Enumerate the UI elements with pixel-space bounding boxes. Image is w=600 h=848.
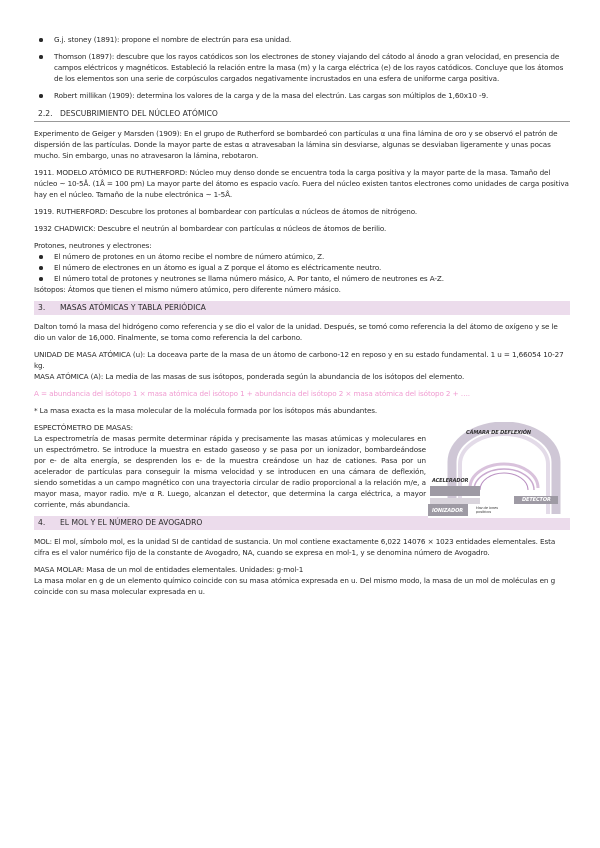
label-ion-beam: Haz de iones positivos bbox=[476, 506, 498, 514]
neutron-discovery-paragraph: 1932 CHADWICK: Descubre el neutrún al bombardear con partículas α núcleos de átomos de berilio. bbox=[34, 224, 387, 233]
spectrometer-text: La espectrometría de masas permite determinar rápida y precisamente las masas atúmicas y moleculares en un espectrómetro. Se introduce la muestra en estado gaseoso y se pasa por un ionizador, bombardeándose por e- de alta energía, se desprenden los e- de la muestra creándose un haz de cationes. Pasa por un acelerador de partículas para conseguir la misma velocidad y se introducen en una cámara de deflexión, siendo sometidas a un campo magnético con una trayectoria circular de radio proporcional a la relación m/e, a mayor masa, mayor radio. m/e α R. Luego, alcanzan el detector, que determina la carga eléctrica, a mayor corriente, más abundancia. bbox=[34, 434, 426, 509]
spectrometer-title: ESPECTÓMETRO DE MASAS: bbox=[34, 423, 133, 432]
mol-definition: MOL: El mol, símbolo mol, es la unidad SI de cantidad de sustancia. Un mol contiene exactamente 6,022 14076 × 1023 entidades elementales. Esta cifra es el valor numérico fijo de la constante de Avogadro, NA, cuando se expresa en mol-1, y se denomina número de Avogadro. bbox=[34, 537, 556, 557]
dalton-paragraph: Dalton tomó la masa del hidrógeno como referencia y se dio el valor de la unidad. Después, se tomó como referencia la del átomo de oxígeno y se le dio un valor de 16,000. Finalmente, se toma como referencia la del carbono. bbox=[34, 322, 558, 342]
protons-discovery-paragraph: 1919. RUTHERFORD: Descubre los protones al bombardear con partículas α núcleos de átomos de nitrógeno. bbox=[34, 207, 418, 216]
list-item: Robert millikan (1909): determina los valores de la carga y de la masa del electrún. Las cargas son múltiplos de 1,60x10 -9. bbox=[34, 90, 570, 101]
list-item: El número de protones en un átomo recibe el nombre de número atúmico, Z. bbox=[34, 251, 570, 262]
isotopes-definition: Isótopos: Átomos que tienen el mismo número atúmico, pero diferente número másico. bbox=[34, 285, 341, 294]
atomic-mass-definition: MASA ATÓMICA (A): La media de las masas de sus isótopos, ponderada según la abundancia de los isótopos del elemento. bbox=[34, 372, 465, 381]
intro-bullets bbox=[34, 34, 570, 101]
particles-intro: Protones, neutrones y electrones: bbox=[34, 241, 152, 250]
section-heading-2-2 bbox=[34, 107, 570, 122]
atomic-mass-formula: A = abundancia del isótopo 1 × masa atómica del isótopo 1 + abundancia del isótopo 2 × masa atómica del isótopo 2 + …. bbox=[34, 389, 470, 398]
molar-mass-title: MASA MOLAR: Masa de un mol de entidades elementales. Unidades: g·mol-1 bbox=[34, 565, 304, 574]
section-number: 3. bbox=[38, 303, 46, 312]
particles-list bbox=[34, 251, 570, 284]
section-title: MASAS ATÓMICAS Y TABLA PERIÓDICA bbox=[60, 303, 206, 312]
list-item: Thomson (1897): descubre que los rayos catódicos son los electrones de stoney viajando del cátodo al ánodo a gran velocidad, en presencia de campos eléctricos y magnéticos. Estableció la relación entre la masa (m) y la carga eléctrica (e) de los rayos catódicos. Concluye que los átomos de los elementos son una serie de corpúsculos cargados negativamente incrustados en una esfera de uniforme carga positiva. bbox=[34, 51, 570, 84]
exact-mass-note: * La masa exacta es la masa molecular de la molécula formada por los isótopos más abundantes. bbox=[34, 406, 378, 415]
molar-mass-text: La masa molar en g de un elemento químico coincide con su masa atómica expresada en u. Del mismo modo, la masa de un mol de moléculas en g coincide con su masa molecular expresada en u. bbox=[34, 576, 556, 596]
list-item: El número de electrones en un átomo es igual a Z porque el átomo es eléctricamente neutro. bbox=[34, 262, 570, 273]
label-accelerator: ACELERADOR bbox=[432, 478, 469, 484]
section-heading-4 bbox=[34, 516, 570, 530]
spectrometer-figure bbox=[428, 422, 574, 518]
uma-definition: UNIDAD DE MASA ATÓMICA (u): La doceava parte de la masa de un átomo de carbono-12 en reposo y en su estado fundamental. 1 u = 1,66054 10-27 kg. bbox=[34, 350, 564, 370]
section-number: 2.2. bbox=[38, 109, 53, 118]
mass-spectrometer-block bbox=[34, 422, 570, 514]
list-item: G.j. stoney (1891): propone el nombre de electrún para esa unidad. bbox=[34, 34, 570, 45]
rutherford-model-paragraph: 1911. MODELO ATÓMICO DE RUTHERFORD: Núcleo muy denso donde se encuentra toda la carga positiva y la mayor parte de la masa. Tamaño del núcleo ~ 10-5Å. (1Å = 100 pm) La mayor parte del átomo es espacio vacío. Fuera del núcleo existen tantos electrones como unidades de carga positiva hay en el núcleo. Tamaño de la nube electrónica ~ 1-5Å. bbox=[34, 168, 569, 199]
label-ionizer: IONIZADOR bbox=[432, 508, 464, 514]
section-title: EL MOL Y EL NÚMERO DE AVOGADRO bbox=[60, 518, 203, 527]
geiger-marsden-paragraph: Experimento de Geiger y Marsden (1909): En el grupo de Rutherford se bombardeó con partículas α una fina lámina de oro y se observó el patrón de dispersión de las partículas. Donde la mayor parte de estas α atravesaban la lámina sin desviarse, algunas se desviaban ligeramente y unas pocas mucho. Sin embargo, unas no atravesaron la lámina, rebotaron. bbox=[34, 129, 558, 160]
page bbox=[34, 34, 570, 597]
section-title: DESCUBRIMIENTO DEL NÚCLEO ATÓMICO bbox=[60, 109, 218, 118]
section-heading-3 bbox=[34, 301, 570, 315]
label-deflection-chamber: CÁMARA DE DEFLEXIÓN bbox=[466, 430, 531, 436]
list-item: El número total de protones y neutrones se llama número másico, A. Por tanto, el número de neutrones es A-Z. bbox=[34, 273, 570, 284]
section-number: 4. bbox=[38, 518, 46, 527]
label-detector: DETECTOR bbox=[522, 497, 551, 503]
